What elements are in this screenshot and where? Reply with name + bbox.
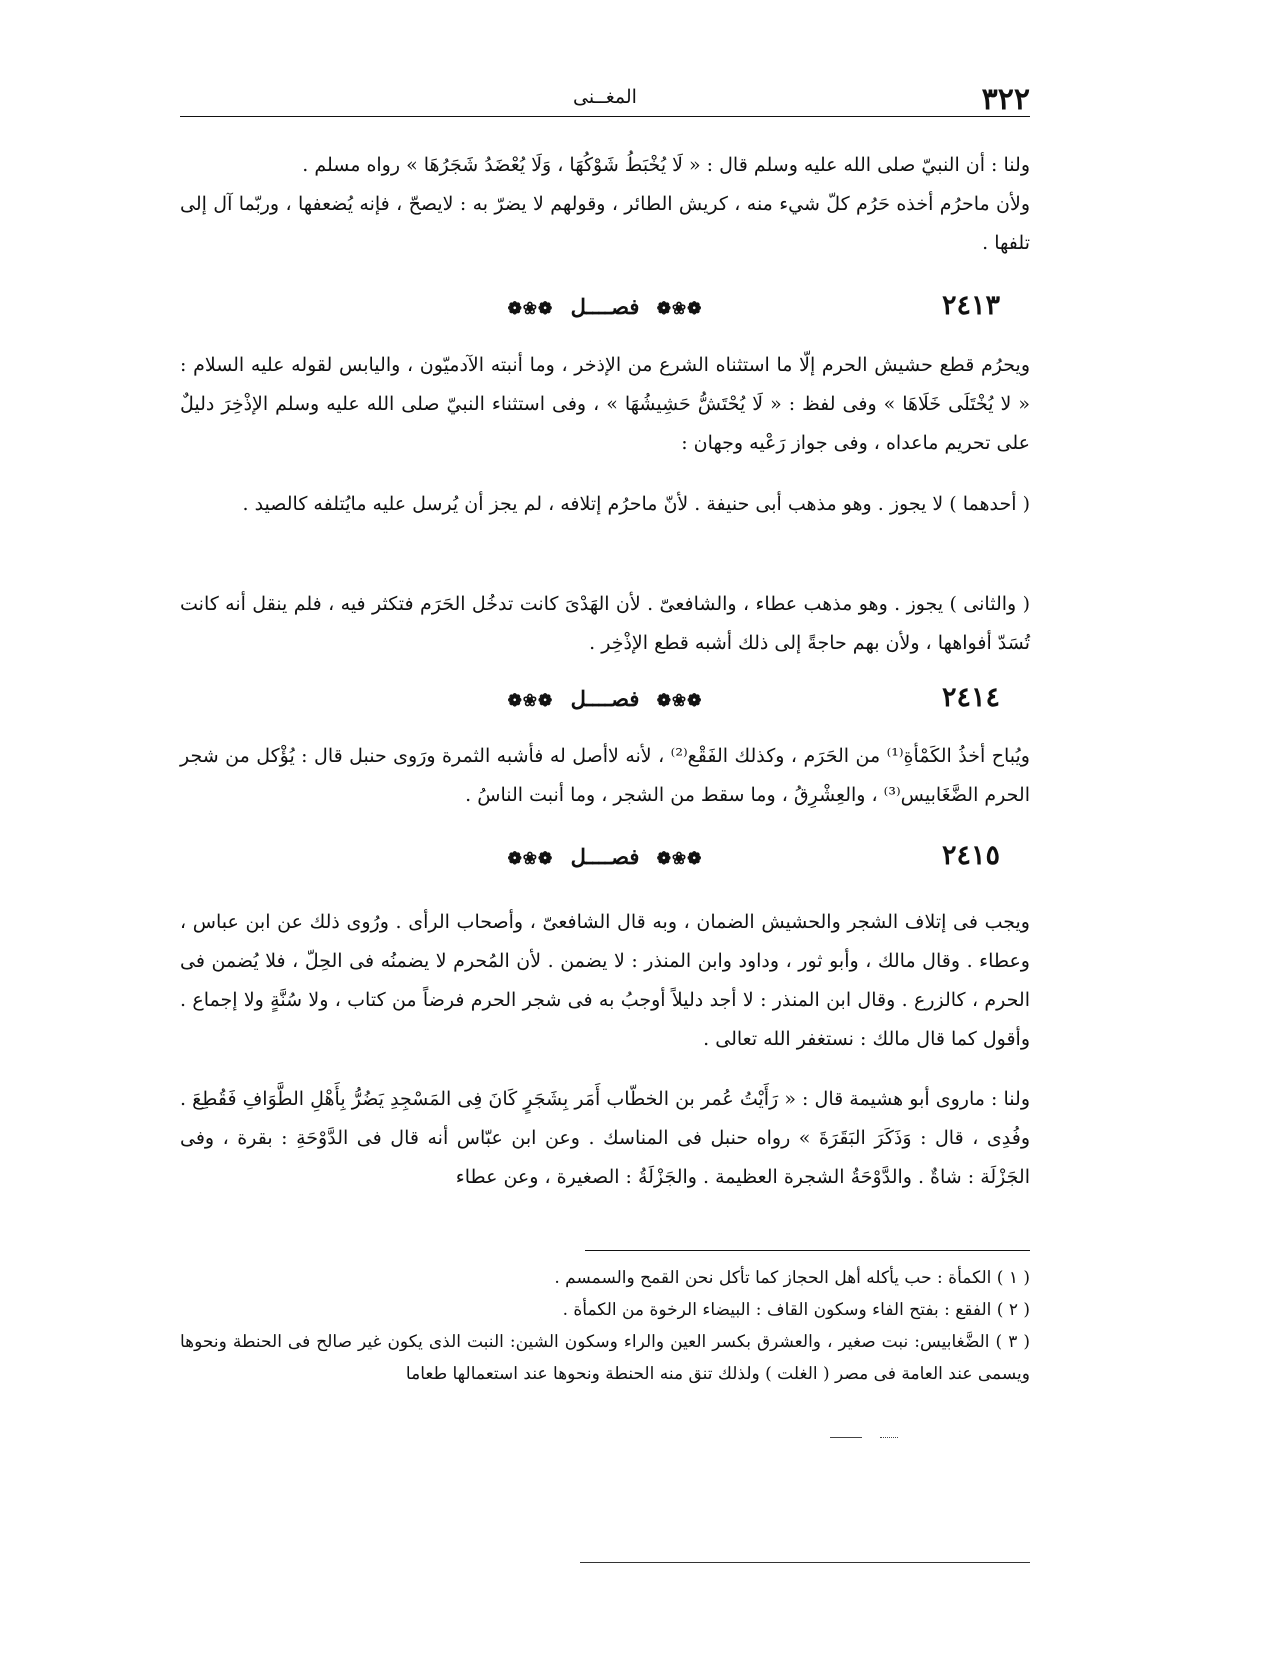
page-number: ٣٢٢ [981, 82, 1030, 117]
section-heading [180, 840, 1030, 880]
section-number: ٢٤١٤ [941, 682, 1000, 713]
ornament-icon: ❁❀❁ [656, 299, 703, 319]
section-number: ٢٤١٥ [941, 840, 1000, 871]
print-mark [830, 1437, 862, 1438]
footnote: ( ٢ ) الفقع : بفتح الفاء وسكون القاف : البيضاء الرخوة من الكمأة . [562, 1300, 1030, 1320]
paragraph: ويحرُم قطع حشيش الحرم إلّا ما استثناه الشرع من الإذخر ، وما أنبته الآدميّون ، واليابس لقوله عليه السلام : « لا يُخْتَلَى خَلَاهَا » وفى لفظ : « لَا يُحْتَشُّ حَشِيشُهَا » ، وفى استثناء النبيّ صلى الله عليه وسلم الإذْخِرَ دليلٌ على تحريم ماعداه ، وفى جواز رَعْيه وجهان : [180, 354, 1030, 454]
section-heading [180, 682, 1030, 722]
header-rule [180, 116, 1030, 117]
ornament-icon: ❁❀❁ [507, 299, 554, 319]
paragraph: ولأن ماحرُم أخذه حَرُم كلّ شيء منه ، كريش الطائر ، وقولهم لا يضرّ به : لايصحّ ، فإنه يُضعفها ، وربّما آل إلى تلفها . [180, 193, 1030, 254]
paragraph: ولنا : ماروى أبو هشيمة قال : « رَأَيْتُ عُمر بن الخطّاب أَمَر بِشَجَرٍ كَانَ فِى المَسْجِدِ يَضُرُّ بِأَهْلِ الطَّوَافِ فَقُطِعَ . وفُدِى ، قال : وَذَكَرَ البَقَرَةَ » رواه حنبل فى المناسك . وعن ابن عبّاس أنه قال فى الدَّوْحَةِ : بقرة ، وفى الجَزْلَة : شاةٌ . والدَّوْحَةُ الشجرة العظيمة . والجَزْلَةُ : الصغيرة ، وعن عطاء [180, 1088, 1030, 1188]
footnote: ( ١ ) الكمأة : حب يأكله أهل الحجاز كما تأكل نحن القمح والسمسم . [554, 1268, 1030, 1288]
bottom-rule [580, 1562, 1030, 1563]
footnote: ( ٣ ) الضَّغابيس: نبت صغير ، والعشرق بكسر العين والراء وسكون الشين: النبت الذى يكون غير صالح فى الحنطة ونحوها ويسمى عند العامة فى مصر ( الغلت ) ولذلك تنق منه الحنطة ونحوها عند استعمالها طعاما [180, 1332, 1030, 1384]
section-title: فصــــل [570, 844, 640, 869]
ornament-icon: ❁❀❁ [507, 691, 554, 711]
ornament-icon: ❁❀❁ [656, 691, 703, 711]
section-title: فصــــل [570, 686, 640, 711]
print-mark [880, 1437, 898, 1438]
ornament-icon: ❁❀❁ [507, 849, 554, 869]
paragraph: ويجب فى إتلاف الشجر والحشيش الضمان ، وبه قال الشافعىّ ، وأصحاب الرأى . ورُوى ذلك عن ابن عباس ، وعطاء . وقال مالك ، وأبو ثور ، وداود وابن المنذر : لا يضمن . لأن المُحرم لا يضمنُه فى الحِلّ ، فلا يُضمن فى الحرم ، كالزرع . وقال ابن المنذر : لا أجد دليلاً أوجبُ به فى شجر الحرم فرضاً من كتاب ، ولا سُنَّةٍ ولا إجماع . وأقول كما قال مالك : نستغفر الله تعالى . [180, 911, 1030, 1050]
paragraph: ( أحدهما ) لا يجوز . وهو مذهب أبى حنيفة . لأنّ ماحرُم إتلافه ، لم يجز أن يُرسل عليه مايُتلفه كالصيد . [242, 493, 1030, 515]
section-number: ٢٤١٣ [941, 290, 1000, 321]
ornament-icon: ❁❀❁ [656, 849, 703, 869]
section-title: فصــــل [570, 294, 640, 319]
footnote-rule [585, 1250, 1030, 1251]
paragraph: ( والثانى ) يجوز . وهو مذهب عطاء ، والشافعىّ . لأن الهَدْىَ كانت تدخُل الحَرَم فتكثر فيه ، فلم ينقل أنه كانت تُسَدّ أفواهها ، ولأن بهم حاجةً إلى ذلك أشبه قطع الإذْخِر . [180, 593, 1030, 654]
paragraph: ولنا : أن النبيّ صلى الله عليه وسلم قال : « لَا يُخْبَطُ شَوْكُهَا ، وَلَا يُعْضَدُ شَجَرُهَا » رواه مسلم . [302, 154, 1030, 176]
section-heading [180, 290, 1030, 330]
running-title: المغــنى [573, 86, 637, 108]
paragraph: ويُباح أخذُ الكَمْأةِ⁽¹⁾ من الحَرَم ، وكذلك الفَقْع⁽²⁾ ، لأنه لاأصل له فأشبه الثمرة ورَوى حنبل قال : يُؤْكل من شجر الحرم الضَّغَابيس⁽³⁾ ، والعِشْرِقُ ، وما سقط من الشجر ، وما أنبت الناسُ . [180, 745, 1030, 806]
